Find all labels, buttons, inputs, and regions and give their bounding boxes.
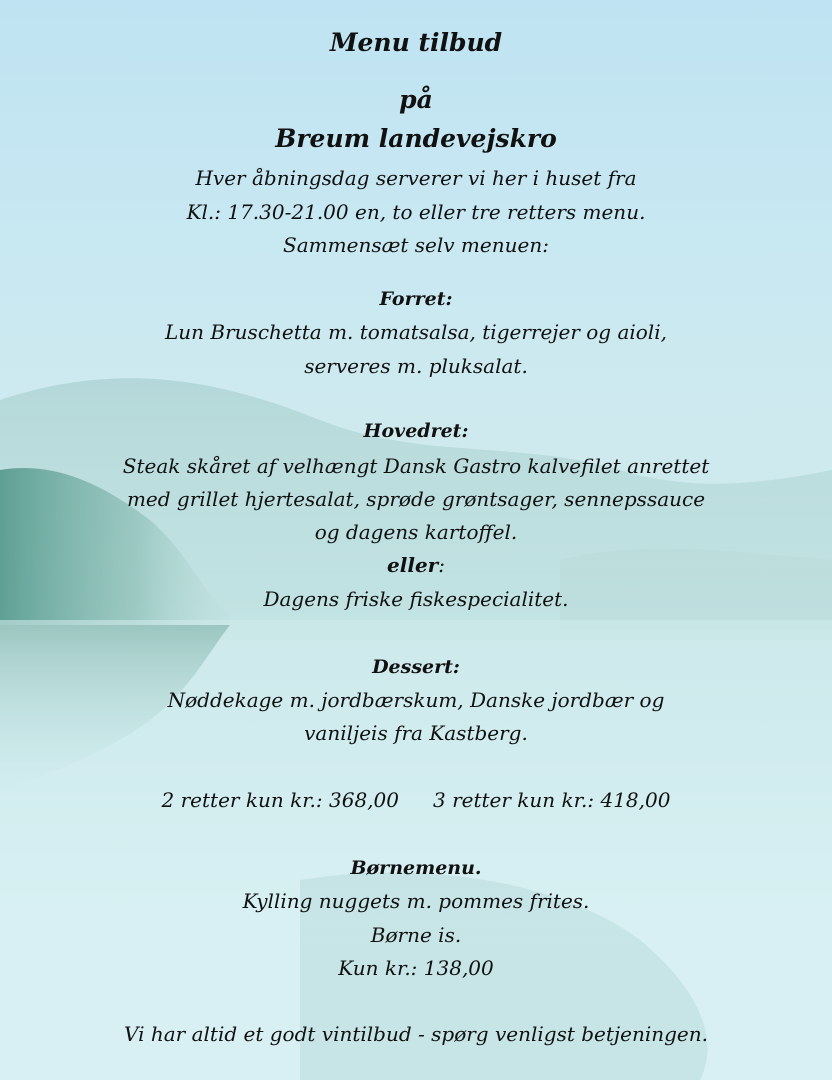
intro-line-2: Kl.: 17.30-21.00 en, to eller tre retters menu.	[186, 200, 646, 224]
main-course-alternative: Dagens friske fiskespecialitet.	[263, 587, 569, 611]
price-row	[0, 788, 832, 812]
wine-offer-footer: Vi har altid et godt vintilbud - spørg venligst betjeningen.	[124, 1022, 708, 1046]
dessert-line-1: Nøddekage m. jordbærskum, Danske jordbær og	[167, 688, 665, 712]
price-three-courses: 3 retter kun kr.: 418,00	[433, 788, 671, 812]
price-two-courses: 2 retter kun kr.: 368,00	[161, 788, 399, 812]
main-course-line-1: Steak skåret af velhængt Dansk Gastro kalvefilet anrettet	[122, 454, 710, 478]
starter-line-1: Lun Bruschetta m. tomatsalsa, tigerrejer og aioli,	[165, 320, 667, 344]
menu-title-connector: på	[399, 85, 433, 114]
dessert-line-2: vaniljeis fra Kastberg.	[304, 721, 528, 745]
main-course-line-3: og dagens kartoffel.	[314, 520, 518, 544]
kids-menu-line-1: Kylling nuggets m. pommes frites.	[242, 889, 590, 913]
kids-menu-line-2: Børne is.	[370, 923, 462, 947]
kids-menu-heading: Børnemenu.	[350, 857, 482, 879]
main-course-or	[0, 553, 832, 577]
menu-title: Menu tilbud	[329, 28, 503, 57]
main-course-heading: Hovedret:	[363, 420, 469, 442]
kids-menu-price: Kun kr.: 138,00	[338, 956, 494, 980]
starter-line-2: serveres m. pluksalat.	[304, 354, 528, 378]
starter-heading: Forret:	[379, 288, 453, 310]
restaurant-name: Breum landevejskro	[275, 124, 557, 153]
main-course-line-2: med grillet hjertesalat, sprøde grøntsager, sennepssauce	[126, 487, 706, 511]
or-colon: :	[438, 553, 445, 577]
intro-line-3: Sammensæt selv menuen:	[283, 233, 549, 257]
or-word: eller	[387, 553, 439, 577]
intro-line-1: Hver åbningsdag serverer vi her i huset fra	[195, 166, 637, 190]
dessert-heading: Dessert:	[372, 656, 460, 678]
